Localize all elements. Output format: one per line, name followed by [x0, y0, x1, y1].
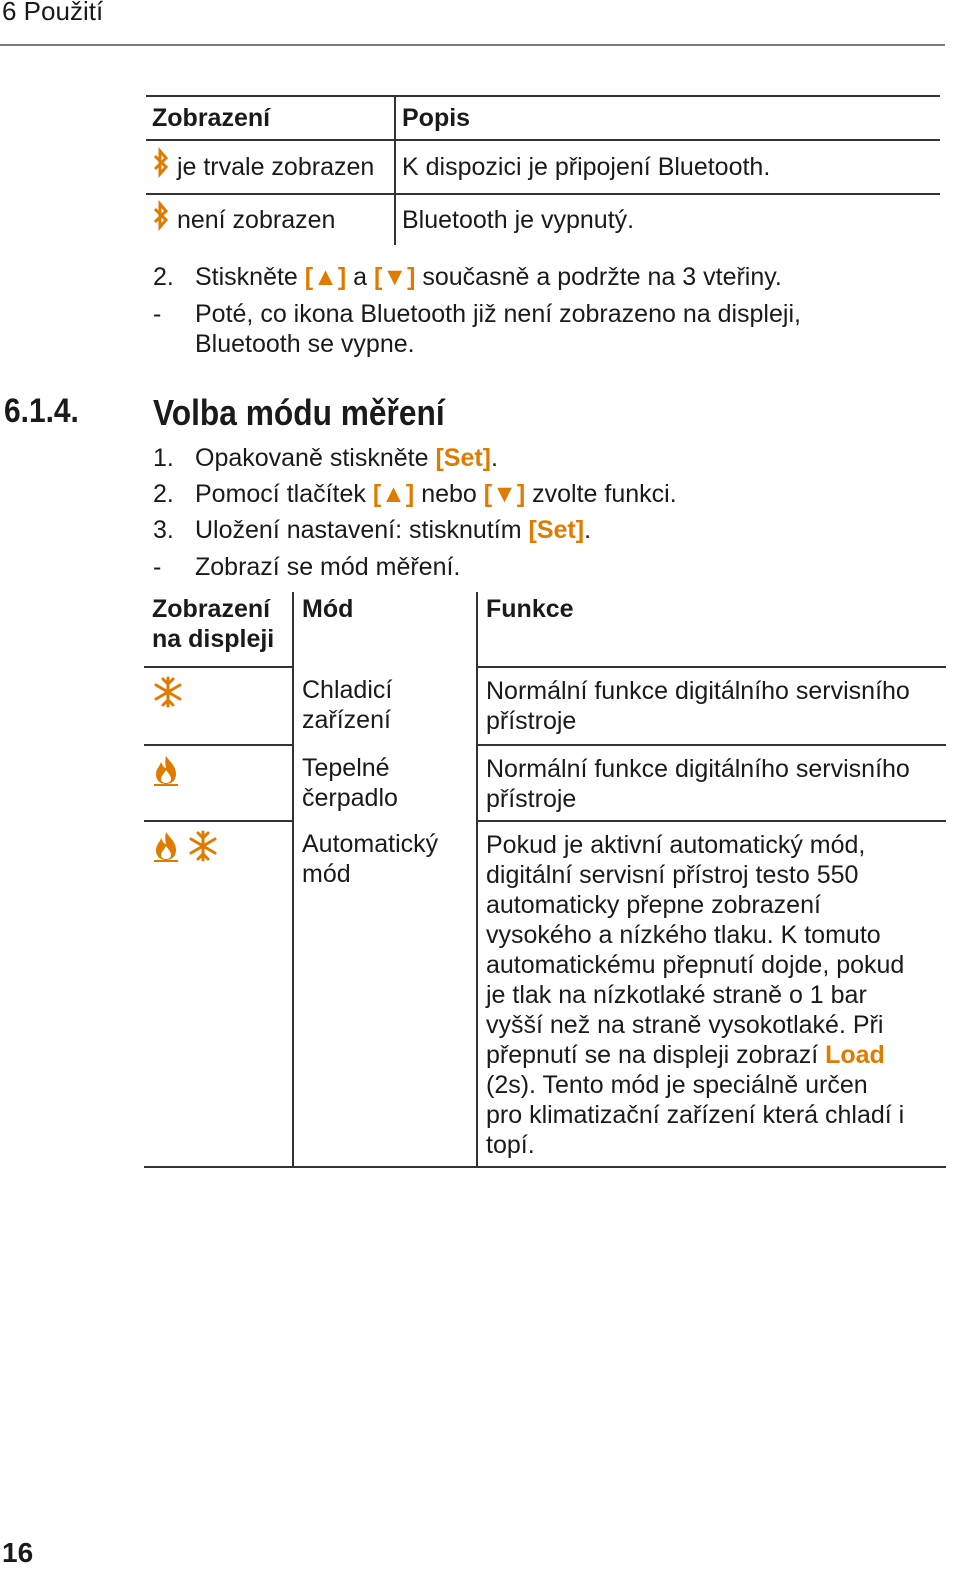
step-text: nebo [421, 480, 477, 508]
header-line: na displeji [152, 625, 275, 653]
flame-icon [152, 754, 180, 786]
bluetooth-icon [152, 147, 170, 181]
function-line: topí. [486, 1131, 535, 1159]
mode-line: Chladicí [302, 676, 393, 704]
table-row [146, 140, 940, 194]
step-text: a [353, 263, 368, 291]
function-line: (2s). Tento mód je speciálně určen [486, 1071, 868, 1099]
section-number: 6.1.4. [4, 392, 79, 430]
step-number: 1. [153, 444, 174, 472]
table-row [144, 821, 946, 1167]
display-cell [144, 745, 293, 821]
function-line: Pokud je aktivní automatický mód, [486, 831, 866, 859]
description-cell: Bluetooth je vypnutý. [402, 205, 635, 234]
step-text: Stiskněte [195, 263, 298, 291]
display-cell [144, 821, 293, 1167]
key-set: [Set] [435, 444, 491, 472]
key-down: [▼] [483, 480, 526, 508]
function-cell [477, 667, 946, 745]
mode-cell [293, 667, 477, 745]
function-line: vyšší než na straně vysokotlaké. Při [486, 1011, 884, 1039]
step-text: současně a podržte na 3 vteřiny. [422, 263, 782, 291]
function-line: přístroje [486, 707, 577, 735]
snowflake-icon [187, 830, 219, 862]
function-cell [477, 745, 946, 821]
key-up: [▲] [372, 480, 415, 508]
bluetooth-status-table [146, 95, 940, 245]
load-indicator: Load [825, 1041, 885, 1069]
step-number: 2. [153, 263, 174, 291]
table-row [146, 194, 940, 245]
table-row [144, 745, 946, 821]
display-cell [144, 667, 293, 745]
header-divider [0, 44, 945, 46]
column-header-display [144, 592, 293, 667]
result-dash: - [153, 300, 162, 328]
step-text: zvolte funkci. [532, 480, 677, 508]
function-line: přístroje [486, 785, 577, 813]
function-line: Normální funkce digitálního servisního [486, 677, 910, 705]
step-text: Uložení nastavení: stisknutím [195, 516, 522, 544]
mode-line: zařízení [302, 706, 391, 734]
display-cell [146, 194, 395, 245]
snowflake-icon [152, 676, 184, 708]
mode-cell [293, 821, 477, 1167]
column-header-description: Popis [395, 96, 940, 140]
mode-line: Automatický [302, 830, 439, 858]
display-cell [146, 140, 395, 194]
step-number: 2. [153, 480, 174, 508]
mode-cell [293, 745, 477, 821]
step-text: Pomocí tlačítek [195, 480, 366, 508]
function-line: automatickému přepnutí dojde, pokud [486, 951, 905, 979]
step-text: Opakovaně stiskněte [195, 444, 429, 472]
step-number: 3. [153, 516, 174, 544]
bluetooth-icon [152, 200, 170, 234]
key-up: [▲] [304, 263, 347, 291]
function-line: automaticky přepne zobrazení [486, 891, 821, 919]
description-cell: K dispozici je připojení Bluetooth. [395, 140, 940, 194]
measurement-mode-table [144, 592, 946, 1168]
function-cell [477, 821, 946, 1167]
step-dot: . [584, 516, 592, 544]
result-dash: - [153, 553, 162, 581]
header-line: Zobrazení [152, 595, 271, 623]
function-line: přepnutí se na displeji zobrazí [486, 1041, 819, 1069]
display-text: je trvale zobrazen [176, 152, 375, 181]
function-line: digitální servisní přístroj testo 550 [486, 861, 859, 889]
chapter-header: 6 Použití [2, 0, 104, 26]
result-text: Bluetooth se vypne. [195, 330, 415, 358]
mode-line: Tepelné [302, 754, 390, 782]
column-header-function: Funkce [477, 592, 946, 667]
section-title: Volba módu měření [153, 392, 445, 433]
function-line: je tlak na nízkotlaké straně o 1 bar [486, 981, 867, 1009]
column-header-mode: Mód [293, 592, 477, 667]
function-line: vysokého a nízkého tlaku. K tomuto [486, 921, 881, 949]
table-header-row [146, 96, 940, 140]
table-row [144, 667, 946, 745]
display-text: není zobrazen [176, 205, 336, 234]
mode-line: čerpadlo [302, 784, 398, 812]
table-header-row [144, 592, 946, 667]
key-down: [▼] [374, 263, 416, 291]
function-line: pro klimatizační zařízení která chladí i [486, 1101, 905, 1129]
result-text: Poté, co ikona Bluetooth již není zobrazeno na displeji, [195, 300, 801, 328]
mode-line: mód [302, 860, 351, 888]
step-dot: . [491, 444, 498, 472]
function-line: Normální funkce digitálního servisního [486, 755, 910, 783]
key-set: [Set] [528, 516, 585, 544]
page-number: 16 [2, 1537, 34, 1568]
column-header-display: Zobrazení [146, 96, 395, 140]
result-text: Zobrazí se mód měření. [195, 553, 461, 581]
flame-icon [152, 830, 180, 862]
